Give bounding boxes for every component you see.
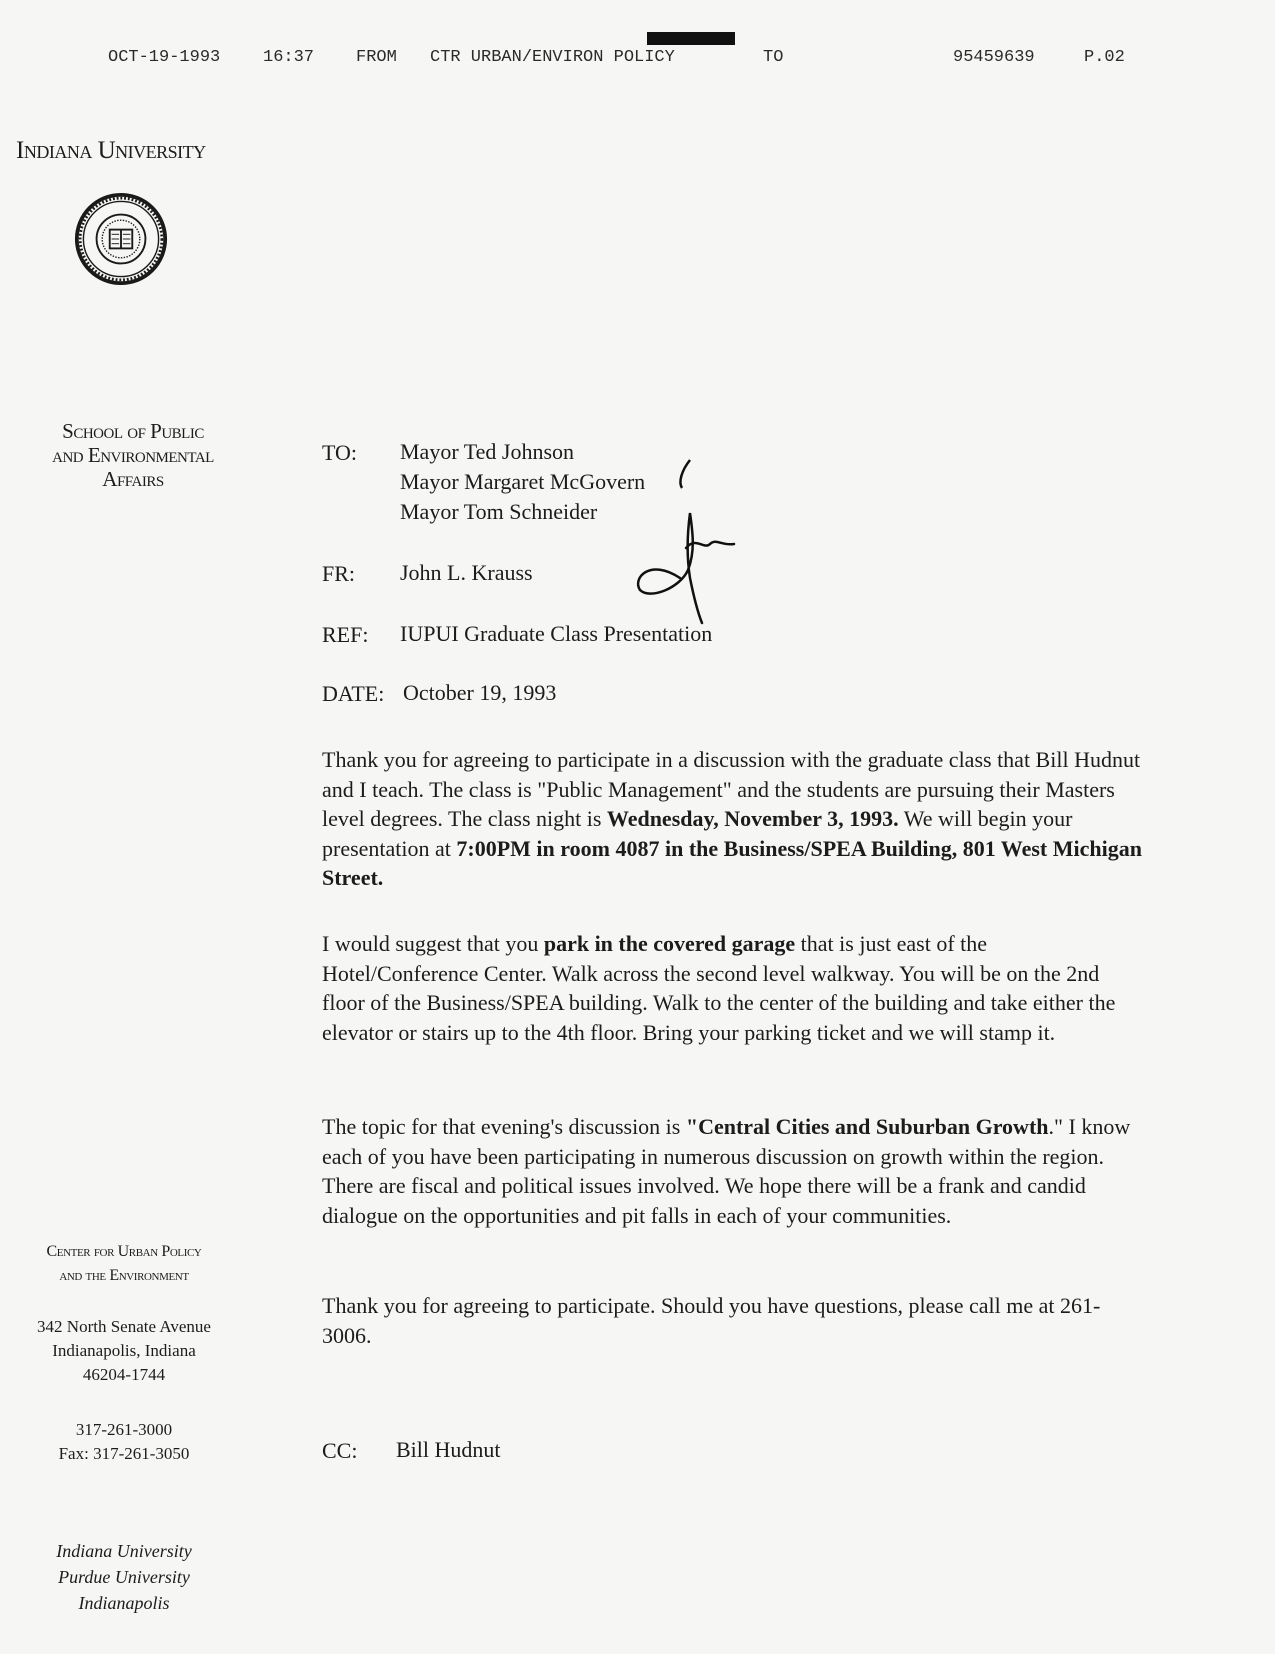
p1-text: Thank you for agreeing to participate in a discussion with the graduate class that Bill Hudnut and I teach. The class is "Public Management" and the students are pursuing their Masters level degrees. The class night is: [322, 747, 1141, 831]
fax-number: 95459639: [953, 48, 1035, 67]
campus-line: Indianapolis: [78, 1593, 170, 1613]
cc-label: CC:: [322, 1438, 358, 1463]
fax-from: CTR URBAN/ENVIRON POLICY: [430, 48, 675, 67]
center-line: Center for Urban Policy: [46, 1243, 202, 1260]
p2-text: I would suggest that you: [322, 931, 544, 956]
school-line: and Environmental: [52, 443, 214, 467]
recipient: Mayor Margaret McGovern: [400, 469, 646, 494]
campus-name: [28, 1538, 220, 1616]
redaction-bar: [647, 32, 735, 45]
body-paragraph-1: [322, 745, 1142, 893]
fax-page: P.02: [1084, 48, 1125, 67]
fax-to-label: TO: [763, 48, 784, 67]
memo-date-label: DATE:: [322, 681, 385, 706]
cc-name: Bill Hudnut: [396, 1437, 501, 1462]
p1-class-date: Wednesday, November 3, 1993.: [606, 806, 899, 831]
handwritten-initials: [630, 458, 750, 628]
address-line: Indianapolis, Indiana: [52, 1341, 196, 1360]
body-paragraph-2: [322, 929, 1142, 1047]
school-line: Affairs: [102, 467, 164, 491]
memo-ref: IUPUI Graduate Class Presentation: [400, 621, 713, 646]
school-name: [28, 419, 238, 491]
memo-ref-label: REF:: [322, 622, 369, 647]
fax-time: 16:37: [263, 48, 315, 67]
phone-number: 317-261-3000: [75, 1420, 173, 1439]
center-name: [28, 1240, 220, 1288]
campus-line: Indiana University: [56, 1541, 192, 1561]
p1-text-2: We will begin your presentation at: [322, 806, 1073, 861]
center-contact: [28, 1418, 220, 1466]
memo-to-label: TO:: [322, 440, 358, 465]
school-line: School of Public: [62, 419, 204, 443]
p2-text-2: that is just east of the Hotel/Conference Center. Walk across the second level walkway. You will be on the 2nd floor of the Business/SPEA building. Walk to the center of the building and take either the elevator or stairs up to the 4th floor. Bring your parking ticket and we will stamp it.: [322, 931, 1116, 1045]
campus-line: Purdue University: [58, 1567, 190, 1587]
p3-text-2: ." I know each of you have been participating in numerous discussion on growth within the region. There are fiscal and political issues involved. We hope there will be a frank and candid dialogue on the opportunities and pit falls in each of your communities.: [322, 1114, 1131, 1228]
address-line: 342 North Senate Avenue: [37, 1317, 211, 1336]
body-paragraph-4: Thank you for agreeing to participate. Should you have questions, please call me at 261-3006.: [322, 1293, 1101, 1348]
fax-from-label: FROM: [356, 48, 397, 67]
memo-recipients: [400, 437, 645, 527]
center-line: and the Environment: [59, 1267, 189, 1284]
p3-text: The topic for that evening's discussion is: [322, 1114, 686, 1139]
memo-date: October 19, 1993: [403, 680, 557, 705]
center-address: [28, 1315, 220, 1387]
memo-from: John L. Krauss: [400, 560, 533, 585]
body-paragraph-3: [322, 1112, 1142, 1230]
address-line: 46204-1744: [82, 1365, 166, 1384]
memo-from-label: FR:: [322, 561, 356, 586]
p2-parking: park in the covered garage: [543, 931, 796, 956]
p3-topic: "Central Cities and Suburban Growth: [685, 1114, 1049, 1139]
recipient: Mayor Ted Johnson: [400, 439, 575, 464]
fax-date: OCT-19-1993: [108, 48, 221, 67]
university-name: Indiana University: [16, 137, 206, 164]
university-seal-icon: [74, 192, 168, 286]
fax-number-line: Fax: 317-261-3050: [58, 1444, 190, 1463]
p1-time-location: 7:00PM in room 4087 in the Business/SPEA Building, 801 West Michigan Street.: [322, 835, 1142, 890]
recipient: Mayor Tom Schneider: [400, 499, 598, 524]
